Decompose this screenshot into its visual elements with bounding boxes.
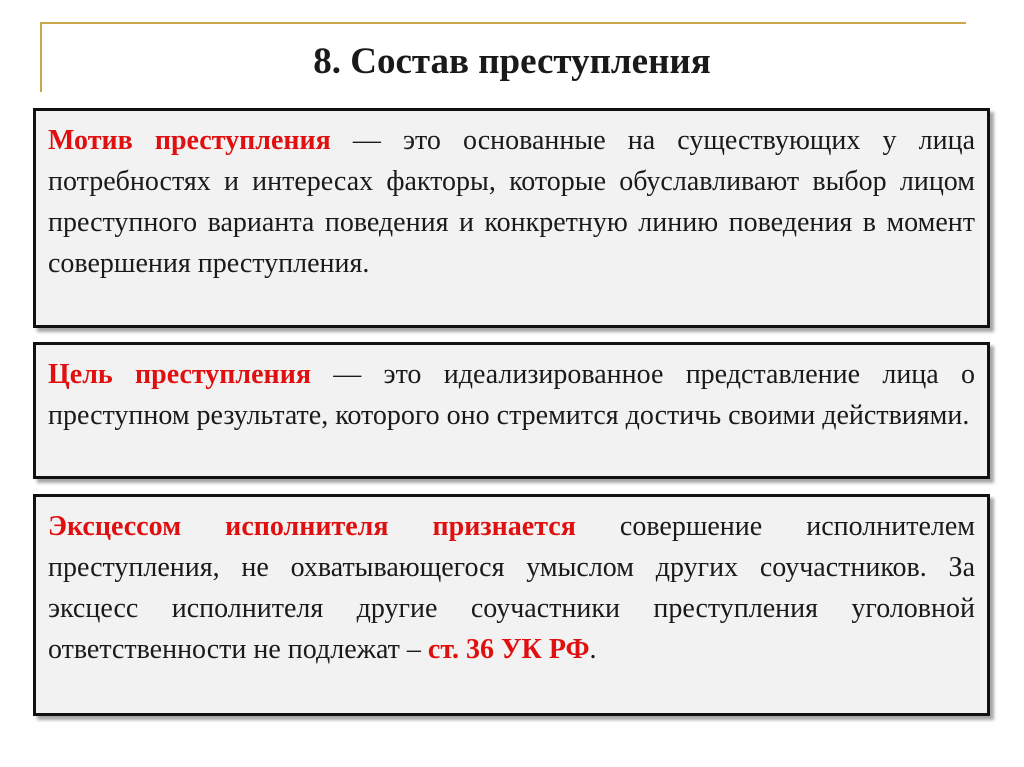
motive-definition-box (33, 108, 990, 328)
slide-title: 8. Состав преступления (313, 41, 711, 82)
motive-definition-text: — это основанные на существующих у лица потребностях и интересах факторы, которые обуславливают выбор лицом преступного варианта поведения и конкретную линию поведения в момент совершения преступления. (48, 125, 976, 279)
goal-term: Цель преступления (48, 359, 311, 390)
excess-term: Эксцессом исполнителя признается (48, 511, 576, 542)
title-frame-top-line (40, 22, 966, 24)
excess-definition-text: совершение исполнителем преступления, не охватывающегося умыслом других соучастников. За эксцесс исполнителя другие соучастники преступления уголовной ответственности не подлежат – (48, 511, 975, 665)
excess-definition-box (33, 494, 990, 716)
excess-end-punctuation: . (589, 634, 597, 665)
motive-term: Мотив преступления (48, 125, 331, 156)
goal-definition-box (33, 342, 990, 479)
goal-definition-text: — это идеализированное представление лица о преступном результате, которого оно стремится достичь своими действиями. (48, 359, 975, 431)
law-reference: ст. 36 УК РФ (427, 634, 590, 665)
